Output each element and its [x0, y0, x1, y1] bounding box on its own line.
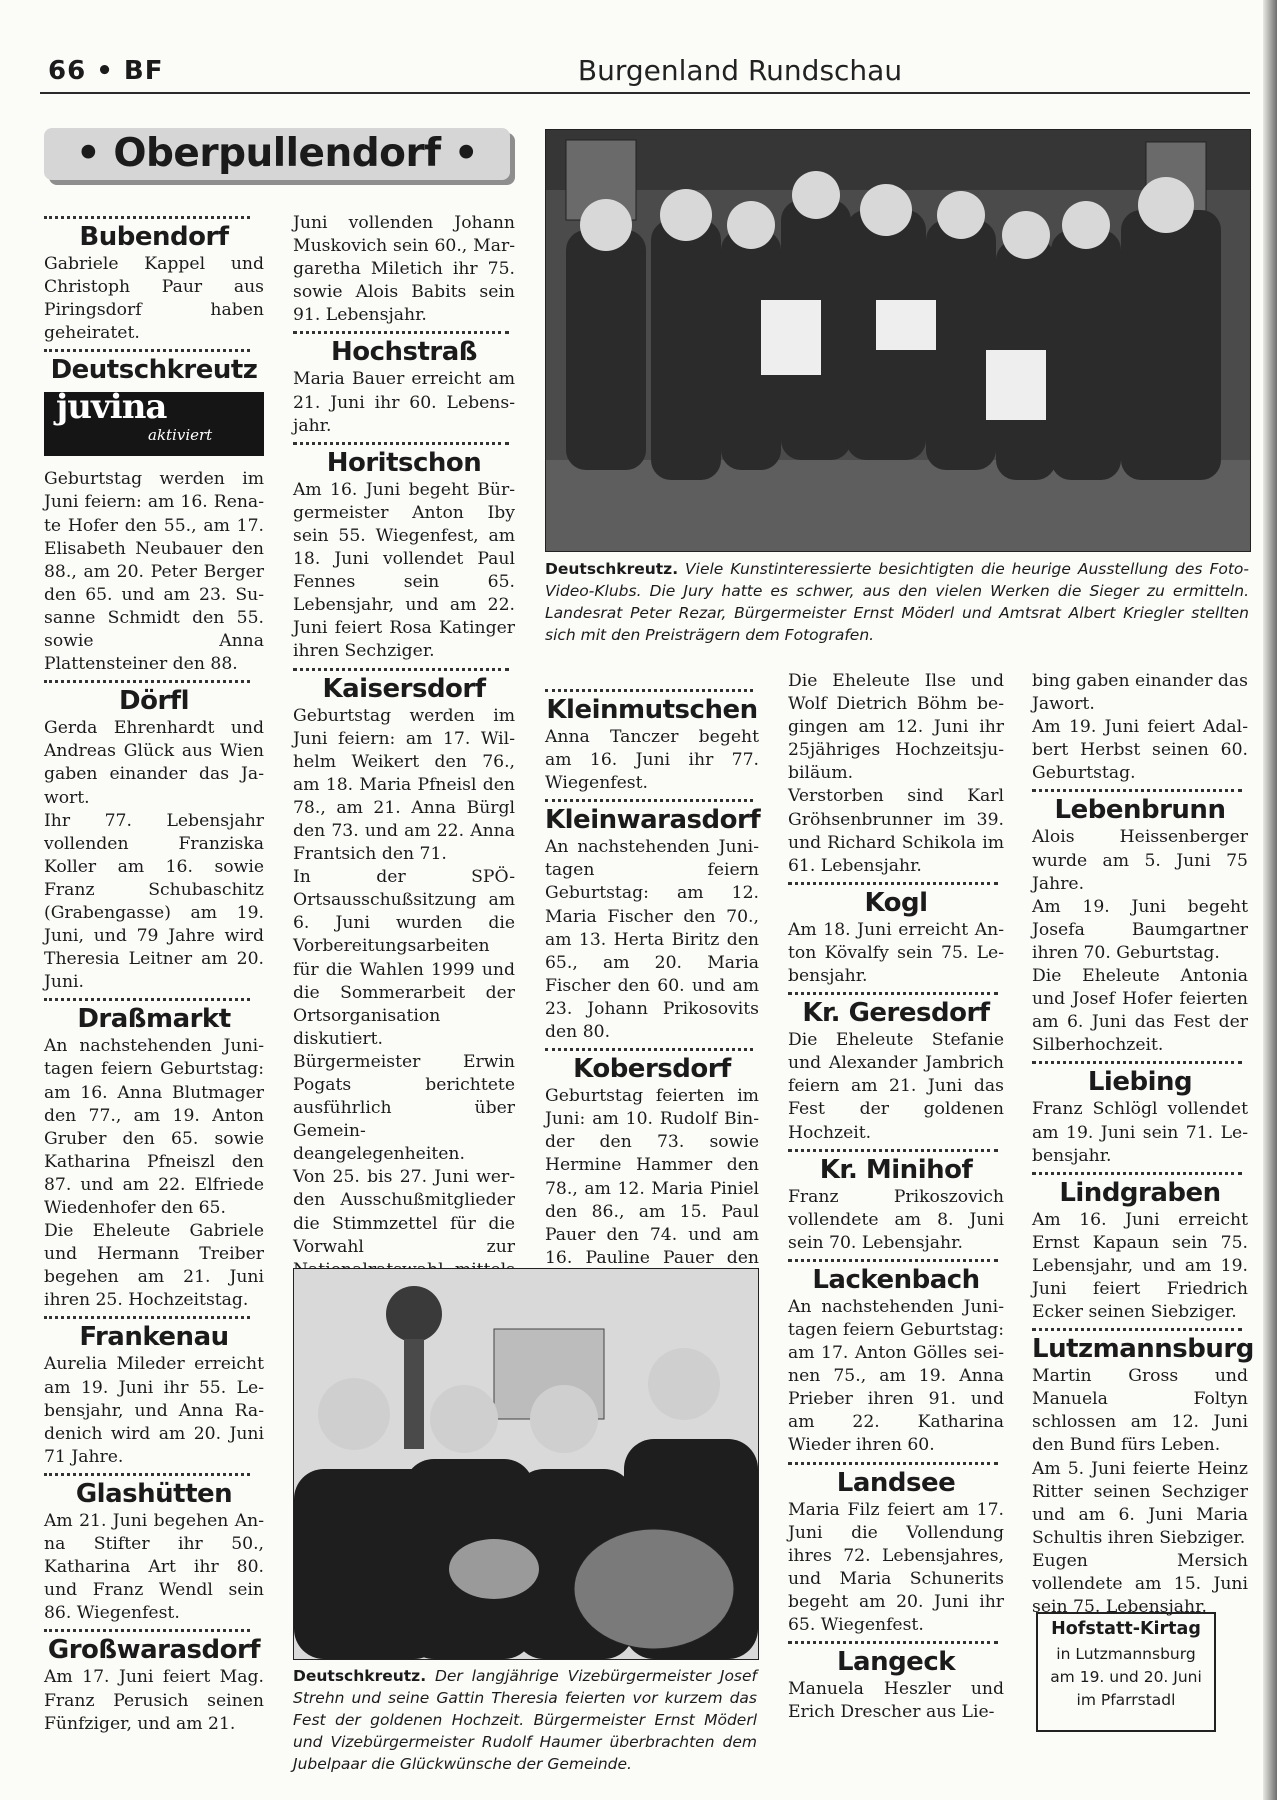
section-title: Kr. Minihof	[819, 1154, 973, 1185]
photo-exhibition-group	[545, 129, 1251, 552]
section-title: Dörfl	[119, 686, 189, 717]
section-text: Maria Filz feiert am 17. Juni die Vollendung ihres 72. Lebensjahres, und Maria Schunerits begeht am 20. Juni ihr 65. Wiegenfest.	[788, 1499, 1004, 1635]
section-text: Martin Gross und Manuela Foltyn schlossen am 12. Juni den Bund fürs Leben.	[1032, 1366, 1248, 1456]
section-title: Kleinmutschen	[546, 695, 758, 725]
section-title: Deutschkreutz	[50, 355, 258, 386]
section-langeck	[788, 1641, 1004, 1724]
section-kleinmutschen	[545, 689, 759, 795]
event-title: Hofstatt-Kirtag	[1051, 1619, 1201, 1639]
section-lebenbrunn	[1032, 789, 1248, 1057]
photo-group-illustration	[546, 130, 1250, 551]
event-box-kirtag	[1036, 1612, 1216, 1732]
page-edge-shadow	[1263, 0, 1277, 1800]
section-kaisersdorf	[293, 668, 515, 1329]
section-kr-geresdorf	[788, 992, 1004, 1144]
section-text: Maria Bauer erreicht am 21. Juni ihr 60. Lebensjahr.	[293, 369, 515, 436]
section-text: Die Eheleute Antonia und Josef Hofer feierten am 6. Juni das Fest der Silberhochzeit.	[1032, 966, 1248, 1056]
divider	[44, 216, 250, 219]
caption-place: Deutschkreutz.	[293, 1667, 427, 1685]
divider	[1032, 1172, 1242, 1175]
divider	[788, 1641, 998, 1644]
section-text: An nachstehenden Junitagen feiern Geburtstag: am 17. Anton Gölles seinen 75., am 19. Anna Prieber ihren 91. und am 22. Katharina Wieder ihren 60.	[788, 1296, 1004, 1456]
column-5	[1032, 670, 1254, 1619]
section-title: Hochstraß	[330, 337, 477, 368]
continued-text: bing gaben einander das Jawort.	[1032, 671, 1248, 715]
section-frankenau	[44, 1316, 264, 1468]
divider	[44, 1316, 250, 1319]
section-text: Franz Prikoszovich vollendete am 8. Juni sein 70. Lebensjahr.	[788, 1186, 1004, 1253]
section-title: Landsee	[836, 1467, 956, 1498]
divider	[788, 1462, 998, 1465]
event-venue: im Pfarrstadl	[1076, 1691, 1176, 1709]
section-liebing	[1032, 1061, 1248, 1167]
section-title: Langeck	[836, 1647, 956, 1678]
section-lutzmannsburg	[1032, 1328, 1254, 1619]
section-kogl	[788, 882, 1004, 988]
column-2	[293, 212, 515, 1328]
section-doerfl	[44, 680, 264, 994]
section-title: Kogl	[864, 887, 928, 918]
section-title: Kleinwarasdorf	[545, 805, 761, 836]
divider	[788, 882, 998, 885]
photo-wedding-illustration	[294, 1269, 758, 1659]
section-text: Die Eheleute Stefanie und Alexander Jambrich feiern am 21. Juni das Fest der goldenen Hochzeit.	[788, 1030, 1004, 1143]
section-text: Franz Schlögl vollendet am 19. Juni sein 71. Lebensjahr.	[1032, 1099, 1248, 1166]
section-title: Frankenau	[79, 1322, 229, 1353]
section-text: Am 17. Juni feiert Mag. Franz Perusich seinen Fünfziger, und am 21.	[44, 1667, 264, 1734]
photo-caption-golden-wedding	[293, 1665, 757, 1775]
continued-text: Die Eheleute Ilse und Wolf Dietrich Böhm begingen am 12. Juni ihr 25jähriges Hochzeitsjubiläum.	[788, 671, 1004, 784]
divider	[293, 331, 509, 334]
divider	[44, 680, 250, 683]
section-text: Geburtstag feierten im Juni: am 10. Rudolf Binder den 73. sowie Hermine Hammer den 78., am 12. Maria Piniel den 86., am 15. Paul Pauer den 74. und am 16. Pauline Pauer den	[545, 1086, 759, 1268]
section-grosswarasdorf	[44, 1629, 264, 1735]
section-text: Von 25. bis 27. Juni werden Ausschußmitglieder die Stimmzettel für die Vorwahl zur	[293, 1167, 515, 1257]
section-text: Am 18. Juni erreicht Anton Kövalfy sein 75. Lebensjahr.	[788, 919, 1004, 987]
photo-golden-wedding	[293, 1268, 759, 1660]
section-title: Kobersdorf	[573, 1054, 731, 1085]
section-hochstrass	[293, 331, 515, 437]
section-title: Lackenbach	[812, 1264, 980, 1295]
newspaper-title: Burgenland Rundschau	[577, 54, 903, 87]
divider	[44, 1629, 250, 1632]
section-title: Lutzmannsburg	[1032, 1334, 1254, 1365]
section-title: Glashütten	[75, 1478, 233, 1509]
section-text: Gerda Ehrenhardt und Andreas Glück aus Wien gaben einander das Jawort.	[44, 718, 264, 808]
section-glashuetten	[44, 1473, 264, 1625]
section-bubendorf	[44, 216, 264, 345]
divider	[545, 1048, 753, 1051]
column-3	[545, 685, 759, 1293]
page-number: 66 • BF	[48, 56, 164, 86]
divider	[293, 442, 509, 445]
section-title: Bubendorf	[79, 222, 229, 252]
column-4	[788, 670, 1004, 1724]
caption-place: Deutschkreutz.	[545, 560, 679, 578]
region-banner: • Oberpullendorf •	[44, 128, 510, 180]
section-title: Lindgraben	[1059, 1177, 1221, 1208]
continued-text: Verstorben sind Karl Gröhsenbrunner im 39. und Richard Schikola im 61. Lebensjahr.	[788, 786, 1004, 876]
section-text: An nachstehenden Junitagen feiern Geburtstag: am 16. Anna Blutmager den 77., am 19. Anton Gruber den 65. sowie Katharina Pfneiszl den 87. und am 22. Elfriede Wiedenhofer den 65.	[44, 1036, 264, 1218]
event-dates: am 19. und 20. Juni	[1050, 1668, 1202, 1686]
section-title: Horitschon	[326, 447, 482, 478]
section-kr-minihof	[788, 1149, 1004, 1255]
section-title: Draßmarkt	[77, 1004, 231, 1035]
section-title: Liebing	[1087, 1067, 1193, 1098]
section-text: Ihr 77. Lebensjahr vollenden Franziska Koller am 16. sowie Franz Schubaschitz (Grabengasse) am 19. Juni, und 79 Jahre wird Theresia Leitner am 20. Juni.	[44, 810, 264, 993]
divider	[293, 668, 509, 671]
section-lindgraben	[1032, 1172, 1248, 1324]
juvina-logo	[44, 387, 264, 456]
section-text: An nachstehenden Junitagen feiern Geburtstag: am 12. Maria Fischer den 70., am 13. Herta Biritz den 65., am 20. Maria Fischer den 60. und am 23. Johann Prikosovits den 80.	[545, 837, 759, 1043]
section-text: Manuela Heszler und Erich Drescher aus Lie-	[788, 1679, 1004, 1723]
divider	[788, 1149, 998, 1152]
divider	[1032, 789, 1242, 792]
photo-caption-exhibition	[545, 558, 1249, 646]
section-title: Kaisersdorf	[322, 673, 486, 704]
event-location: in Lutzmannsburg	[1056, 1645, 1196, 1663]
logo-wordmark: juvina	[56, 387, 167, 428]
divider	[788, 1259, 998, 1262]
divider	[545, 799, 753, 802]
section-text: Gabriele Kappel und Christoph Paur aus Piringsdorf haben geheiratet.	[44, 254, 264, 344]
divider	[44, 1473, 250, 1476]
section-title: Großwarasdorf	[47, 1635, 261, 1666]
section-drassmarkt	[44, 998, 264, 1312]
section-kleinwarasdorf	[545, 799, 759, 1044]
section-horitschon	[293, 442, 515, 664]
section-text: Geburtstag werden im Juni feiern: am 17. Wilhelm Weikert den 76., am 18. Maria Pfneisl den 78., am 21. Anna Bürgl den 73. und am 22. Anna Frantsich den 71.	[293, 705, 515, 865]
section-text: Am 16. Juni begeht Bürgermeister Anton Iby sein 55. Wiegenfest, am 18. Juni vollendet Paul Fennes sein 65. Lebensjahr, und am 22. Juni feiert Rosa Katinger ihren Sechziger.	[293, 479, 515, 662]
section-landsee	[788, 1462, 1004, 1638]
section-lackenbach	[788, 1259, 1004, 1458]
section-text: Anna Tanczer begeht am 16. Juni ihr 77. Wiegenfest.	[545, 727, 759, 794]
section-text: Am 5. Juni feierte Heinz Ritter seinen Sechziger und am 6. Juni Maria Schultis ihren Siebziger.	[1032, 1458, 1248, 1548]
section-text: Alois Heissenberger wurde am 5. Juni 75 Jahre.	[1032, 827, 1248, 894]
section-deutschkreutz	[44, 349, 264, 676]
caption-text: Der langjährige Vizebürgermeister Josef Strehn und seine Gattin Theresia feierten vor kurzem das Fest der goldenen Hochzeit. Bürgermeister Ernst Möderl und Vizebürgermeister Rudolf Haumer überbrachten dem Jubelpaar die Glückwünsche der Gemeinde.	[293, 1667, 757, 1773]
section-text: Eugen Mersich vollendete am 15. Juni sein 75. Lebensjahr.	[1032, 1550, 1248, 1618]
logo-tagline: aktiviert	[148, 426, 213, 445]
divider	[1032, 1061, 1242, 1064]
divider	[545, 689, 753, 692]
section-text: Die Eheleute Gabriele und Hermann Treiber begehen am 21. Juni ihren 25. Hochzeitstag.	[44, 1221, 264, 1311]
column-1	[44, 212, 264, 1736]
continued-text: Am 19. Juni feiert Adalbert Herbst seinen 60. Geburtstag.	[1032, 717, 1248, 784]
continued-text: Juni vollenden Johann Muskovich sein 60., Margaretha Miletich ihr 75. sowie Alois Babits sein 91. Lebensjahr.	[293, 213, 515, 326]
section-text: In der SPÖ-Ortsausschußsitzung am 6. Juni wurden die Vorbereitungsarbeiten für die Wahlen 1999 und die Sommerarbeit der Ortsorganisation diskutiert. Bürgermeister Erwin Pogats berichtete ausführlich über Gemeindeangelegenheiten.	[293, 867, 515, 1165]
section-text: Am 16. Juni erreicht Ernst Kapaun sein 75. Lebensjahr, und am 19. Juni feiert Friedrich Ecker seinen Siebziger.	[1032, 1209, 1248, 1323]
divider	[1032, 1328, 1242, 1331]
divider	[788, 992, 998, 995]
section-text: Am 21. Juni begehen Anna Stifter ihr 50., Katharina Art ihr 80. und Franz Wendl sein 86. Wiegenfest.	[44, 1510, 264, 1624]
divider	[44, 998, 250, 1001]
section-text: Geburtstag werden im Juni feiern: am 16. Renate Hofer den 55., am 17. Elisabeth Neubauer den 88., am 20. Peter Berger den 65. und am 23. Susanne Schmidt den 55. sowie Anna Plattensteiner den 88.	[44, 469, 264, 675]
section-text: Am 19. Juni begeht Josefa Baumgartner ihren 70. Geburtstag.	[1032, 896, 1248, 963]
section-title: Lebenbrunn	[1054, 795, 1226, 826]
page-header	[40, 54, 1250, 94]
section-text: Aurelia Mileder erreicht am 19. Juni ihr 55. Lebensjahr, und Anna Radenich wird am 20. Juni 71 Jahre.	[44, 1354, 264, 1467]
divider	[44, 349, 250, 352]
section-title: Kr. Geresdorf	[802, 998, 990, 1029]
caption-text: Viele Kunstinteressierte besichtigten die heurige Ausstellung des Foto-Video-Klubs. Die Jury hatte es schwer, aus den vielen Werken die Sieger zu ermitteln. Landesrat Peter Rezar, Bürgermeister Ernst Möderl und Amtsrat Albert Kriegler stellten sich mit den Preisträgern dem Fotografen.	[545, 560, 1249, 644]
section-kobersdorf	[545, 1048, 759, 1293]
